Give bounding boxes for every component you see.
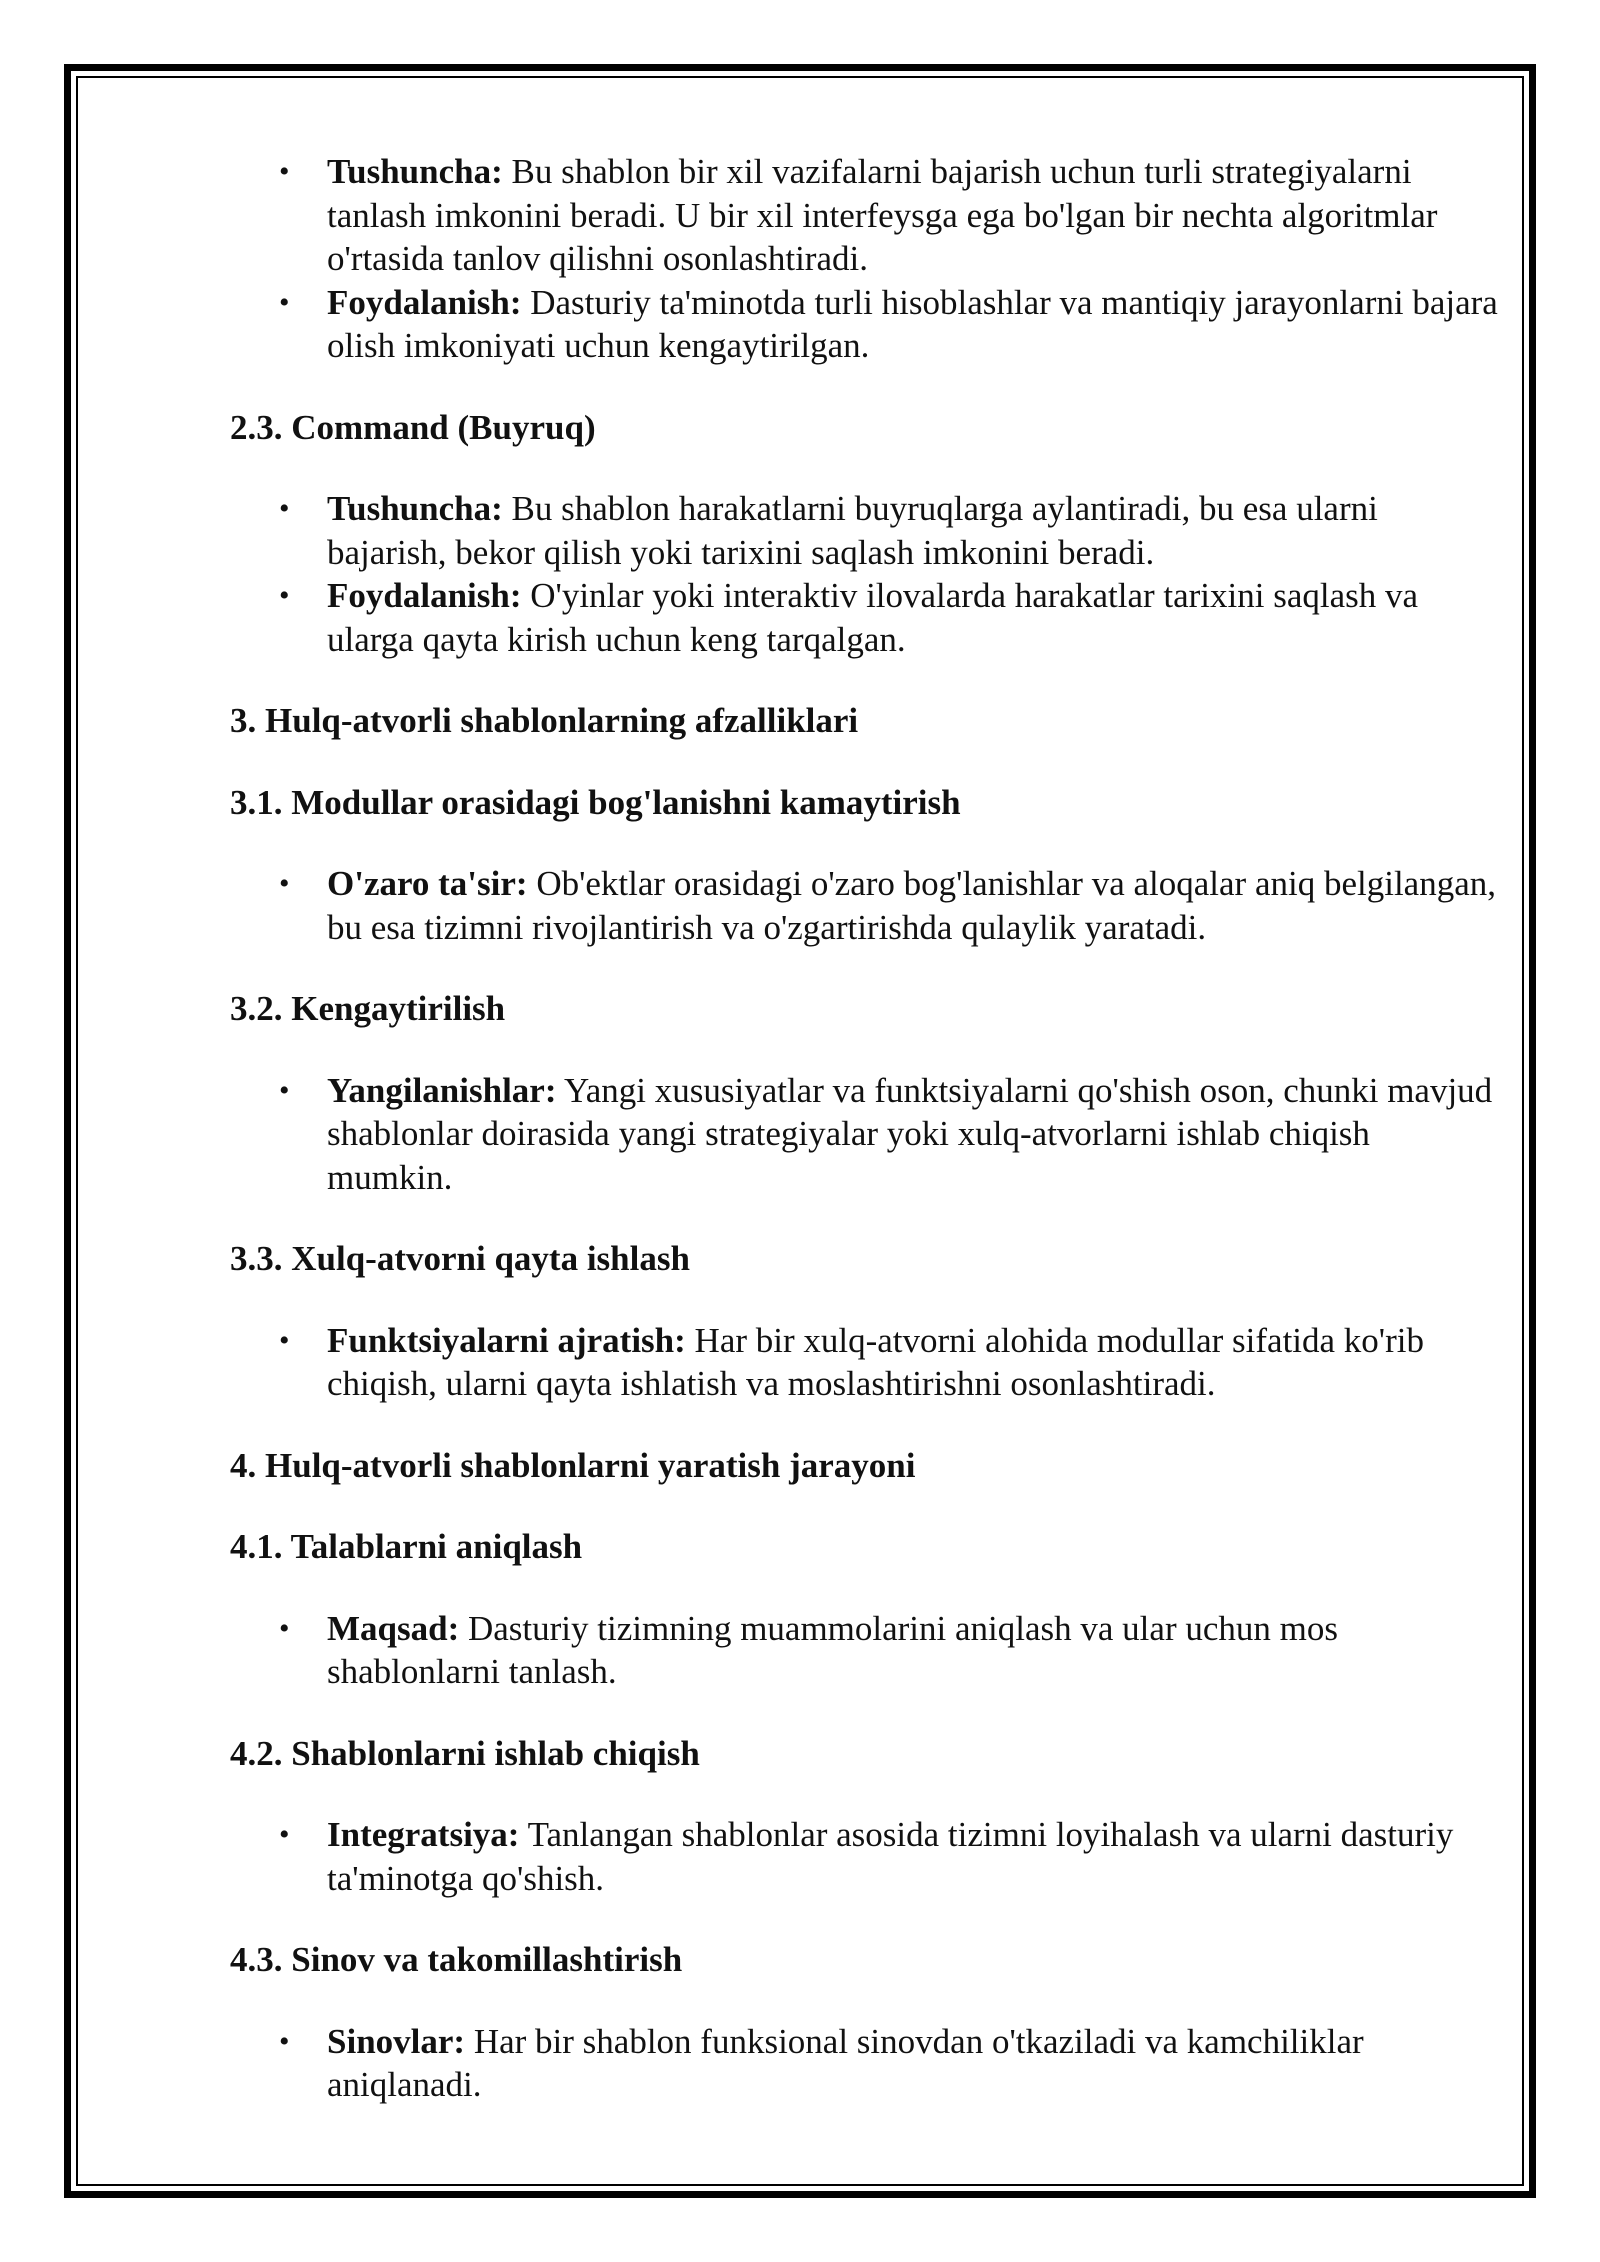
spacer [230,949,1500,987]
item-text: Yangi xususiyatlar va funktsiyalarni qo'shish oson, chunki mavjud shablonlar doirasida yangi strategiyalar yoki xulq-atvorlarni ishlab chiqish mumkin. [327,1070,1493,1197]
bullet-icon: • [279,155,290,188]
bullet-icon: • [279,867,290,900]
list-item [230,281,1500,368]
spacer [230,1775,1500,1813]
list-item [230,487,1500,574]
item-term: Tushuncha: [327,489,503,528]
spacer [230,1487,1500,1525]
spacer [230,1281,1500,1319]
bullet-list [230,1607,1500,1694]
item-term: Yangilanishlar: [327,1070,557,1110]
section-heading: 4.1. Talablarni aniqlash [230,1527,583,1566]
item-text: Tanlangan shablonlar asosida tizimni loyihalash va ularni dasturiy ta'minotga qo'shish. [327,1815,1454,1898]
list-item [230,2020,1500,2107]
bullet-icon: • [279,1323,290,1357]
spacer [230,1406,1500,1444]
list-item [230,150,1500,281]
item-term: Sinovlar: [327,2021,466,2061]
item-term: Foydalanish: [327,576,522,615]
section-heading: 2.3. Command (Buyruq) [230,407,596,447]
spacer [230,1694,1500,1732]
list-item [230,1319,1500,1406]
spacer [230,1569,1500,1607]
spacer [230,368,1500,406]
item-text: Bu shablon bir xil vazifalarni bajarish uchun turli strategiyalarni tanlash imkonini beradi. U bir xil interfeysga ega bo'lgan bir nechta algoritmlar o'rtasida tanlov qilishni osonlashtiradi. [327,152,1438,278]
list-item [230,862,1500,949]
item-term: Foydalanish: [327,282,522,322]
item-text: Dasturiy tizimning muammolarini aniqlash va ular uchun mos shablonlarni tanlash. [327,1608,1338,1691]
item-text: O'yinlar yoki interaktiv ilovalarda harakatlar tarixini saqlash va ularga qayta kirish uchun keng tarqalgan. [327,576,1419,659]
item-text: Har bir xulq-atvorni alohida modullar sifatida ko'rib chiqish, ularni qayta ishlatish va moslashtirishni osonlashtiradi. [327,1320,1424,1403]
item-text: Bu shablon harakatlarni buyruqlarga aylantiradi, bu esa ularni bajarish, bekor qilish yoki tarixini saqlash imkonini beradi. [327,489,1378,572]
bullet-icon: • [279,285,290,319]
spacer [230,1199,1500,1237]
bullet-icon: • [279,492,290,525]
list-item [230,574,1500,661]
item-text: Ob'ektlar orasidagi o'zaro bog'lanishlar va aloqalar aniq belgilangan, bu esa tizimni rivojlantirish va o'zgartirishda qulaylik yaratadi. [327,864,1496,947]
spacer [230,743,1500,781]
item-term: Tushuncha: [327,152,503,191]
section-heading: 3. Hulq-atvorli shablonlarning afzalliklari [230,701,859,740]
list-item [230,1069,1500,1200]
section-heading: 3.1. Modullar orasidagi bog'lanishni kamaytirish [230,782,961,822]
section-heading: 4. Hulq-atvorli shablonlarni yaratish jarayoni [230,1445,916,1485]
spacer [230,1031,1500,1069]
item-term: Integratsiya: [327,1815,520,1854]
item-term: O'zaro ta'sir: [327,864,528,903]
bullet-list [230,1069,1500,1200]
item-text: Har bir shablon funksional sinovdan o'tkaziladi va kamchiliklar aniqlanadi. [327,2021,1364,2104]
bullet-icon: • [279,1611,290,1645]
item-term: Funktsiyalarni ajratish: [327,1320,686,1360]
bullet-list [230,487,1500,661]
section-heading: 3.3. Xulq-atvorni qayta ishlash [230,1239,690,1278]
spacer [230,661,1500,699]
section-heading: 4.2. Shablonlarni ishlab chiqish [230,1733,700,1773]
section-heading: 3.2. Kengaytirilish [230,989,506,1028]
bullet-list [230,1319,1500,1406]
list-item [230,1607,1500,1694]
spacer [230,449,1500,487]
section-heading: 4.3. Sinov va takomillashtirish [230,1940,683,1979]
bullet-list [230,2020,1500,2107]
bullet-icon: • [279,2024,290,2058]
bullet-icon: • [279,579,290,612]
list-item [230,1813,1500,1900]
item-term: Maqsad: [327,1608,460,1648]
spacer [230,824,1500,862]
item-text: Dasturiy ta'minotda turli hisoblashlar va mantiqiy jarayonlarni bajara olish imkoniyati uchun kengaytirilgan. [327,282,1498,365]
bullet-list [230,150,1500,368]
bullet-list [230,862,1500,949]
bullet-icon: • [279,1073,290,1107]
spacer [230,1900,1500,1938]
bullet-list [230,1813,1500,1900]
spacer [230,1982,1500,2020]
bullet-icon: • [279,1818,290,1851]
document-body [230,150,1500,2107]
